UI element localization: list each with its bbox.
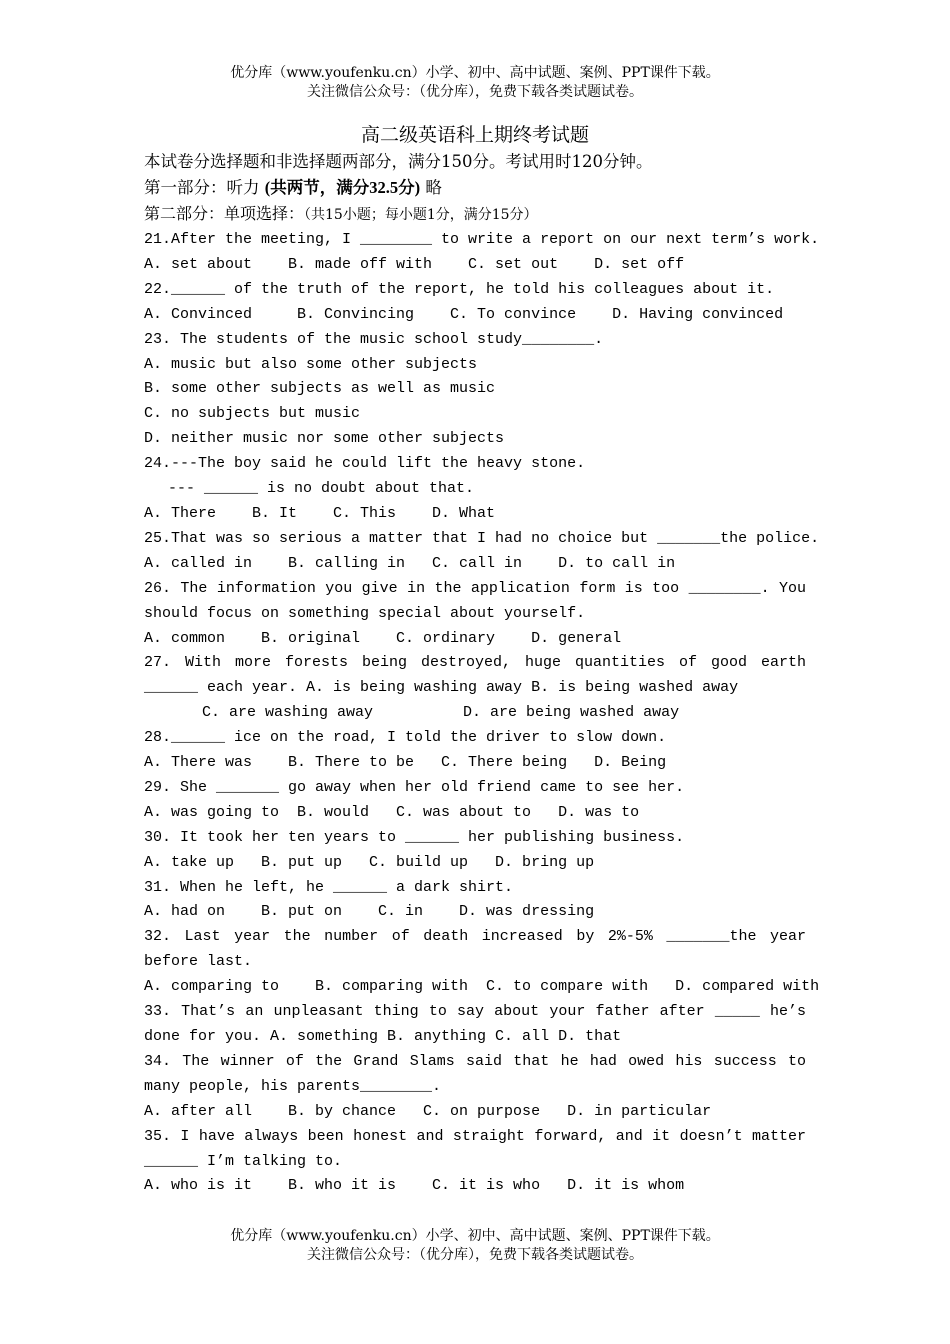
footer-line-2: 关注微信公众号：（优分库），免费下载各类试题试卷。 <box>307 1247 643 1263</box>
question-24-reply: --- ______ is no doubt about that. <box>168 480 475 498</box>
question-35: 35. I have always been honest and straight forward, and it doesn’t matter ______ I’m talking to. <box>144 1127 806 1170</box>
question-35-options: A. who is it B. who it is C. it is who D. it is whom <box>144 1177 685 1195</box>
question-25: 25.That was so serious a matter that I had no choice but _______the police. <box>144 529 820 547</box>
question-21: 21.After the meeting, I ________ to write a report on our next term’s work. <box>144 231 820 248</box>
question-29: 29. She _______ go away when her old friend came to see her. <box>144 778 685 796</box>
question-23-option-d: D. neither music nor some other subjects <box>144 430 505 448</box>
part2-detail: （共15小题；每小题1分，满分15分） <box>304 207 538 223</box>
question-23-option-a: A. music but also some other subjects <box>144 355 478 373</box>
question-31: 31. When he left, he ______ a dark shirt. <box>144 878 514 896</box>
question-31-options: A. had on B. put on C. in D. was dressing <box>144 903 595 921</box>
question-23-option-c: C. no subjects but music <box>144 405 361 423</box>
question-23-option-b: B. some other subjects as well as music <box>144 380 496 398</box>
part1-bold: (共两节，满分32.5分) <box>264 178 421 197</box>
exam-title: 高二级英语科上期终考试题 <box>360 124 589 146</box>
question-33: 33. That’s an unpleasant thing to say about your father after _____ he’s done for you. A. something B. anything C. all D. that <box>144 1003 806 1045</box>
question-32: 32. Last year the number of death increased by 2%-5% _______the year before last. <box>144 928 806 971</box>
question-26-options: A. common B. original C. ordinary D. general <box>144 629 622 647</box>
question-21-options: A. set about B. made off with C. set out D. set off <box>144 255 685 273</box>
part2-heading <box>144 201 806 228</box>
question-34-options: A. after all B. by chance C. on purpose D. in particular <box>144 1102 712 1120</box>
question-29-options: A. was going to B. would C. was about to D. was to <box>144 803 640 821</box>
question-27: 27. With more forests being destroyed, huge quantities of good earth ______ each year. A. is being washing away B. is being washed away <box>144 654 806 697</box>
question-24: 24.---The boy said he could lift the heavy stone. <box>144 455 586 473</box>
question-30-options: A. take up B. put up C. build up D. bring up <box>144 853 595 871</box>
question-27-options-cd: C. are washing away D. are being washed away <box>202 704 680 722</box>
question-24-options: A. There B. It C. This D. What <box>144 504 496 522</box>
header-line-1: 优分库（www.youfenku.cn）小学、初中、高中试题、案例、PPT课件下载。 <box>230 65 720 81</box>
question-30: 30. It took her ten years to ______ her publishing business. <box>144 828 685 846</box>
question-28: 28.______ ice on the road, I told the driver to slow down. <box>144 729 667 747</box>
question-34: 34. The winner of the Grand Slams said that he had owed his success to many people, his parents________. <box>144 1052 806 1095</box>
page-footer <box>0 1227 950 1265</box>
question-26: 26. The information you give in the application form is too ________. You should focus on something special about yourself. <box>144 579 806 622</box>
page-header <box>0 64 950 102</box>
header-line-2: 关注微信公众号：（优分库），免费下载各类试题试卷。 <box>307 84 643 100</box>
exam-content <box>144 121 820 1199</box>
question-23: 23. The students of the music school study________. <box>144 330 604 348</box>
part1-suffix: 略 <box>420 178 442 197</box>
exam-intro: 本试卷分选择题和非选择题两部分，满分150分。考试用时120分钟。 <box>144 152 653 171</box>
part1-prefix: 第一部分：听力 <box>144 178 265 197</box>
question-28-options: A. There was B. There to be C. There being D. Being <box>144 754 667 772</box>
question-22-options: A. Convinced B. Convincing C. To convince D. Having convinced <box>144 305 784 323</box>
question-22: 22.______ of the truth of the report, he told his colleagues about it. <box>144 280 775 298</box>
part1-heading <box>144 175 806 201</box>
footer-line-1: 优分库（www.youfenku.cn）小学、初中、高中试题、案例、PPT课件下载。 <box>230 1228 720 1244</box>
question-32-options: A. comparing to B. comparing with C. to compare with D. compared with <box>144 978 820 996</box>
question-25-options: A. called in B. calling in C. call in D. to call in <box>144 554 676 572</box>
part2-prefix: 第二部分：单项选择： <box>144 204 305 223</box>
